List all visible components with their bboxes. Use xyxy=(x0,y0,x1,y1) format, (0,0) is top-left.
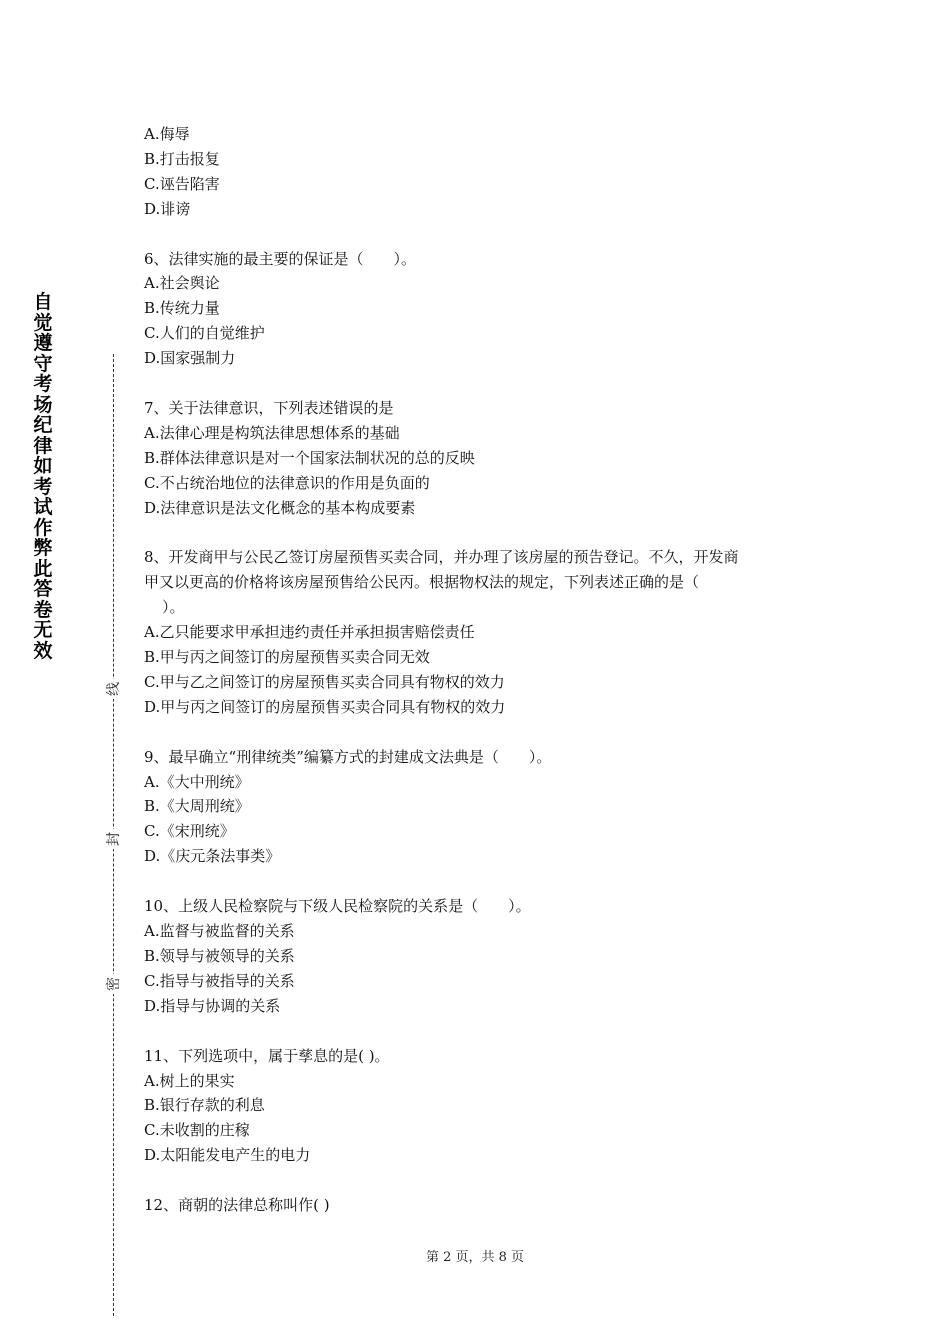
question-10 xyxy=(144,894,824,1018)
question-stem: ）。 xyxy=(162,598,185,617)
option: B.打击报复 xyxy=(144,149,220,168)
question-stem: 11、下列选项中，属于孳息的是( )。 xyxy=(144,1046,390,1065)
binding-label-xian: 线 xyxy=(103,679,125,699)
option: A.《大中刑统》 xyxy=(144,772,250,791)
option: B.传统力量 xyxy=(144,299,220,318)
option: A.法律心理是构筑法律思想体系的基础 xyxy=(144,423,400,442)
question-stem: 甲又以更高的价格将该房屋预售给公民丙。根据物权法的规定，下列表述正确的是（ xyxy=(144,573,700,592)
option: A.监督与被监督的关系 xyxy=(144,922,295,941)
question-11 xyxy=(144,1044,824,1168)
question-9 xyxy=(144,745,824,869)
question-7 xyxy=(144,396,824,520)
option: B.《大周刑统》 xyxy=(144,797,250,816)
prev-question-options xyxy=(144,122,824,222)
option: B.群体法律意识是对一个国家法制状况的总的反映 xyxy=(144,448,475,467)
question-stem: 7、关于法律意识，下列表述错误的是 xyxy=(144,399,394,418)
question-content xyxy=(144,122,824,1218)
question-stem: 12、商朝的法律总称叫作( ) xyxy=(144,1196,330,1215)
option: B.甲与丙之间签订的房屋预售买卖合同无效 xyxy=(144,648,430,667)
question-stem: 6、法律实施的最主要的保证是（ ）。 xyxy=(144,249,417,268)
option: B.银行存款的利息 xyxy=(144,1096,265,1115)
option: D.国家强制力 xyxy=(144,349,236,368)
option: A.侮辱 xyxy=(144,125,190,143)
option: C.诬告陷害 xyxy=(144,174,220,193)
question-stem: 10、上级人民检察院与下级人民检察院的关系是（ ）。 xyxy=(144,897,531,916)
option: C.甲与乙之间签订的房屋预售买卖合同具有物权的效力 xyxy=(144,672,505,691)
option: A.乙只能要求甲承担违约责任并承担损害赔偿责任 xyxy=(144,623,475,642)
binding-label-feng: 封 xyxy=(103,829,125,849)
page-footer: 第 2 页，共 8 页 xyxy=(425,1250,525,1265)
option: D.《庆元条法事类》 xyxy=(144,847,281,866)
question-8 xyxy=(144,545,824,719)
option: C.指导与被指导的关系 xyxy=(144,971,295,990)
option: C.《宋刑统》 xyxy=(144,822,235,841)
option: B.领导与被领导的关系 xyxy=(144,946,295,965)
option: D.指导与协调的关系 xyxy=(144,996,281,1015)
option: A.社会舆论 xyxy=(144,274,220,293)
option: D.法律意识是法文化概念的基本构成要素 xyxy=(144,498,416,517)
option: C.不占统治地位的法律意识的作用是负面的 xyxy=(144,473,430,492)
option: D.甲与丙之间签订的房屋预售买卖合同具有物权的效力 xyxy=(144,697,506,716)
option: C.人们的自觉维护 xyxy=(144,324,265,343)
side-exam-notice: 自觉遵守考场纪律如考试作弊此答卷无效 xyxy=(33,291,53,662)
question-12 xyxy=(144,1193,824,1218)
question-6 xyxy=(144,247,824,371)
question-stem: 9、最早确立“刑律统类”编纂方式的封建成文法典是（ ）。 xyxy=(144,747,552,766)
option: D.诽谤 xyxy=(144,199,191,218)
question-stem: 8、开发商甲与公民乙签订房屋预售买卖合同，并办理了该房屋的预告登记。不久，开发商 xyxy=(144,548,739,567)
option: A.树上的果实 xyxy=(144,1071,235,1090)
option: C.未收割的庄稼 xyxy=(144,1121,250,1140)
binding-label-mi: 密 xyxy=(103,974,125,994)
option: D.太阳能发电产生的电力 xyxy=(144,1146,311,1165)
